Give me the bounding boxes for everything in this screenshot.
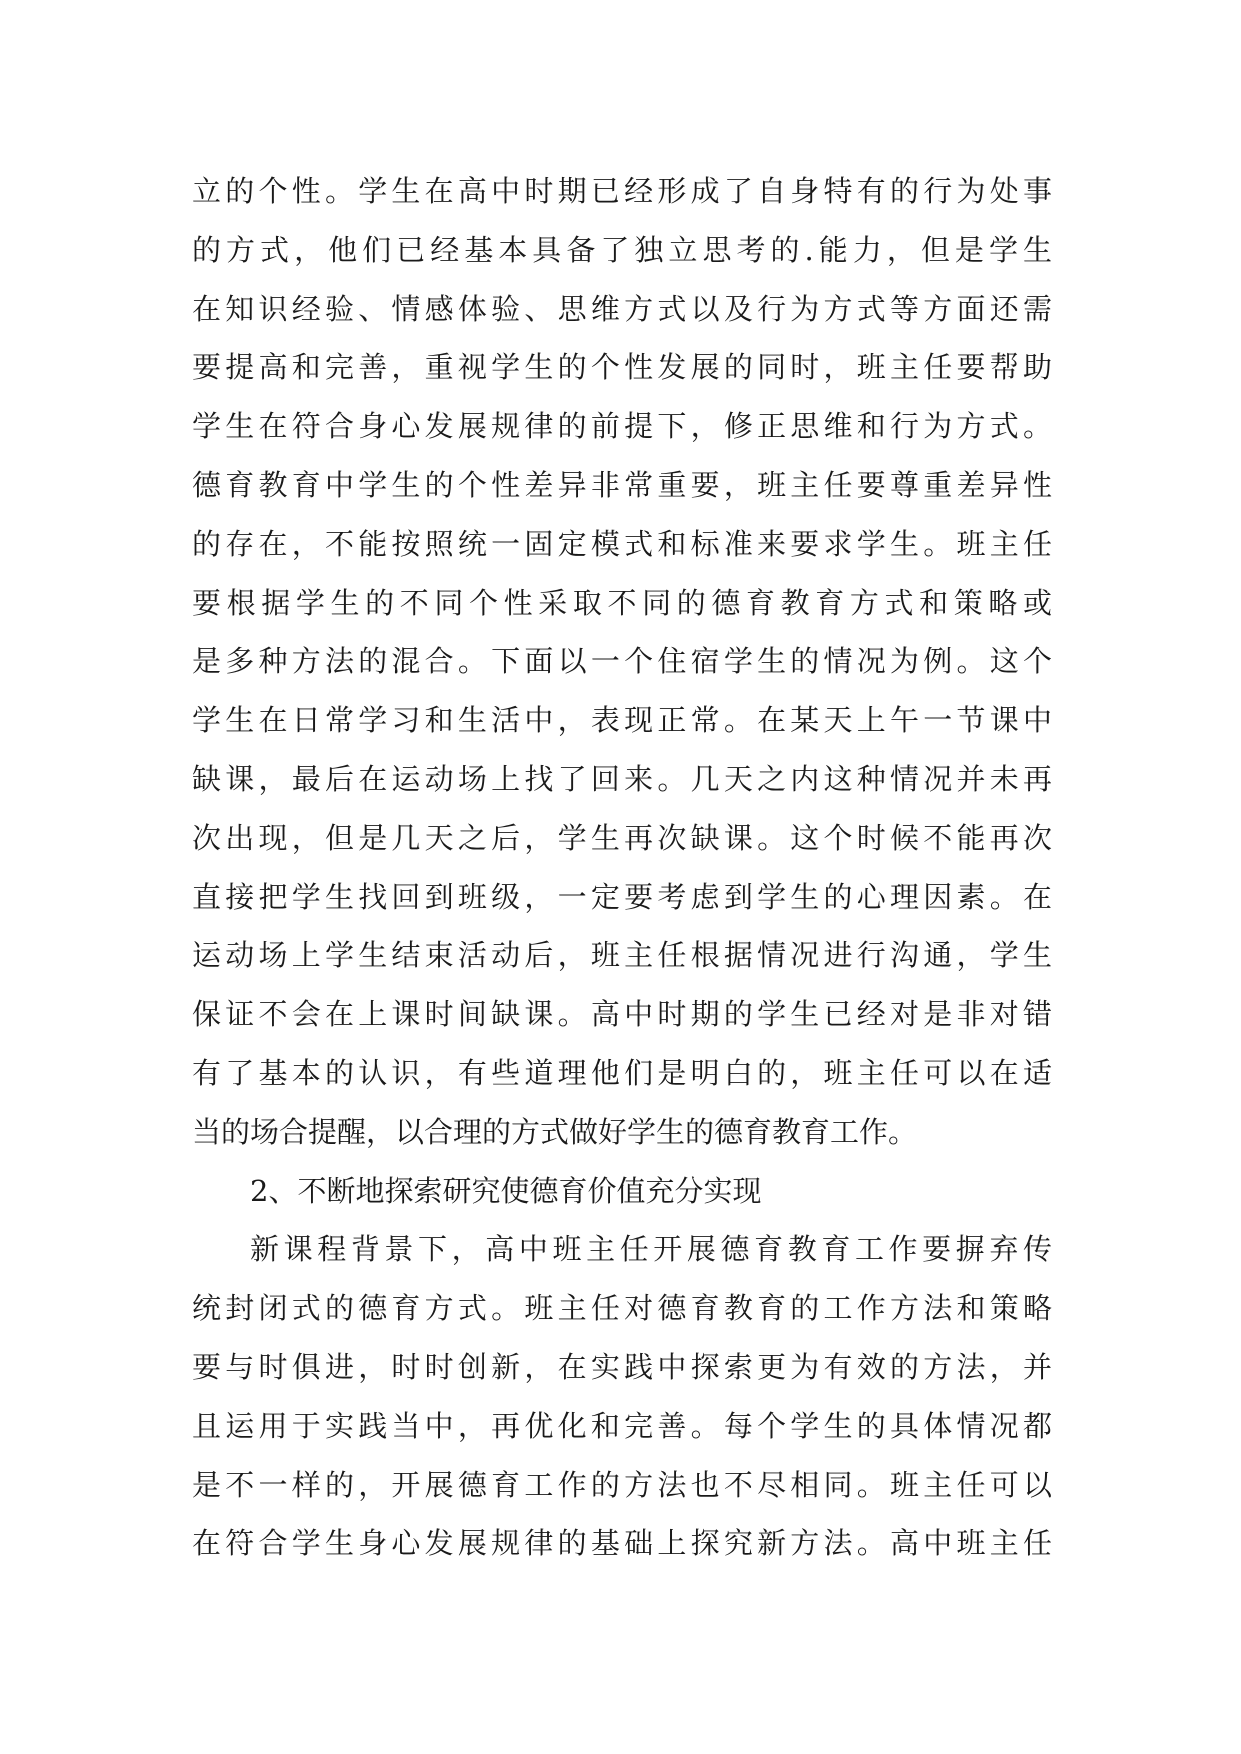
text-line: 当的场合提醒，以合理的方式做好学生的德育教育工作。 — [192, 1114, 918, 1149]
text-line: 是多种方法的混合。下面以一个住宿学生的情况为例。这个 — [192, 644, 1052, 679]
text-line: 的方式，他们已经基本具备了独立思考的.能力，但是学生 — [192, 232, 1052, 267]
text-line: 在符合学生身心发展规律的基础上探究新方法。高中班主任 — [192, 1526, 1052, 1561]
text-line: 学生在日常学习和生活中，表现正常。在某天上午一节课中 — [192, 703, 1052, 738]
text-line: 统封闭式的德育方式。班主任对德育教育的工作方法和策略 — [192, 1291, 1052, 1326]
body-text — [192, 162, 1052, 1573]
text-line: 要提高和完善，重视学生的个性发展的同时，班主任要帮助 — [192, 350, 1052, 385]
text-line: 缺课，最后在运动场上找了回来。几天之内这种情况并未再 — [192, 761, 1052, 796]
text-line: 要与时俱进，时时创新，在实践中探索更为有效的方法，并 — [192, 1349, 1052, 1384]
text-line: 运动场上学生结束活动后，班主任根据情况进行沟通，学生 — [192, 938, 1052, 973]
text-line: 有了基本的认识，有些道理他们是明白的，班主任可以在适 — [192, 1055, 1052, 1090]
text-line: 次出现，但是几天之后，学生再次缺课。这个时候不能再次 — [192, 820, 1052, 855]
text-line: 保证不会在上课时间缺课。高中时期的学生已经对是非对错 — [192, 997, 1052, 1032]
text-line: 德育教育中学生的个性差异非常重要，班主任要尊重差异性 — [192, 467, 1052, 502]
text-line: 新课程背景下，高中班主任开展德育教育工作要摒弃传 — [250, 1232, 1052, 1267]
text-line: 的存在，不能按照统一固定模式和标准来要求学生。班主任 — [192, 526, 1052, 561]
text-line: 立的个性。学生在高中时期已经形成了自身特有的行为处事 — [192, 174, 1052, 208]
text-line: 直接把学生找回到班级，一定要考虑到学生的心理因素。在 — [192, 879, 1052, 914]
section-heading: 2、不断地探索研究使德育价值充分实现 — [250, 1173, 762, 1208]
text-line: 是不一样的，开展德育工作的方法也不尽相同。班主任可以 — [192, 1467, 1052, 1502]
text-line: 在知识经验、情感体验、思维方式以及行为方式等方面还需 — [192, 291, 1052, 326]
text-line: 要根据学生的不同个性采取不同的德育教育方式和策略或 — [192, 585, 1052, 620]
text-line: 学生在符合身心发展规律的前提下，修正思维和行为方式。 — [192, 409, 1052, 444]
text-line: 且运用于实践当中，再优化和完善。每个学生的具体情况都 — [192, 1408, 1052, 1443]
